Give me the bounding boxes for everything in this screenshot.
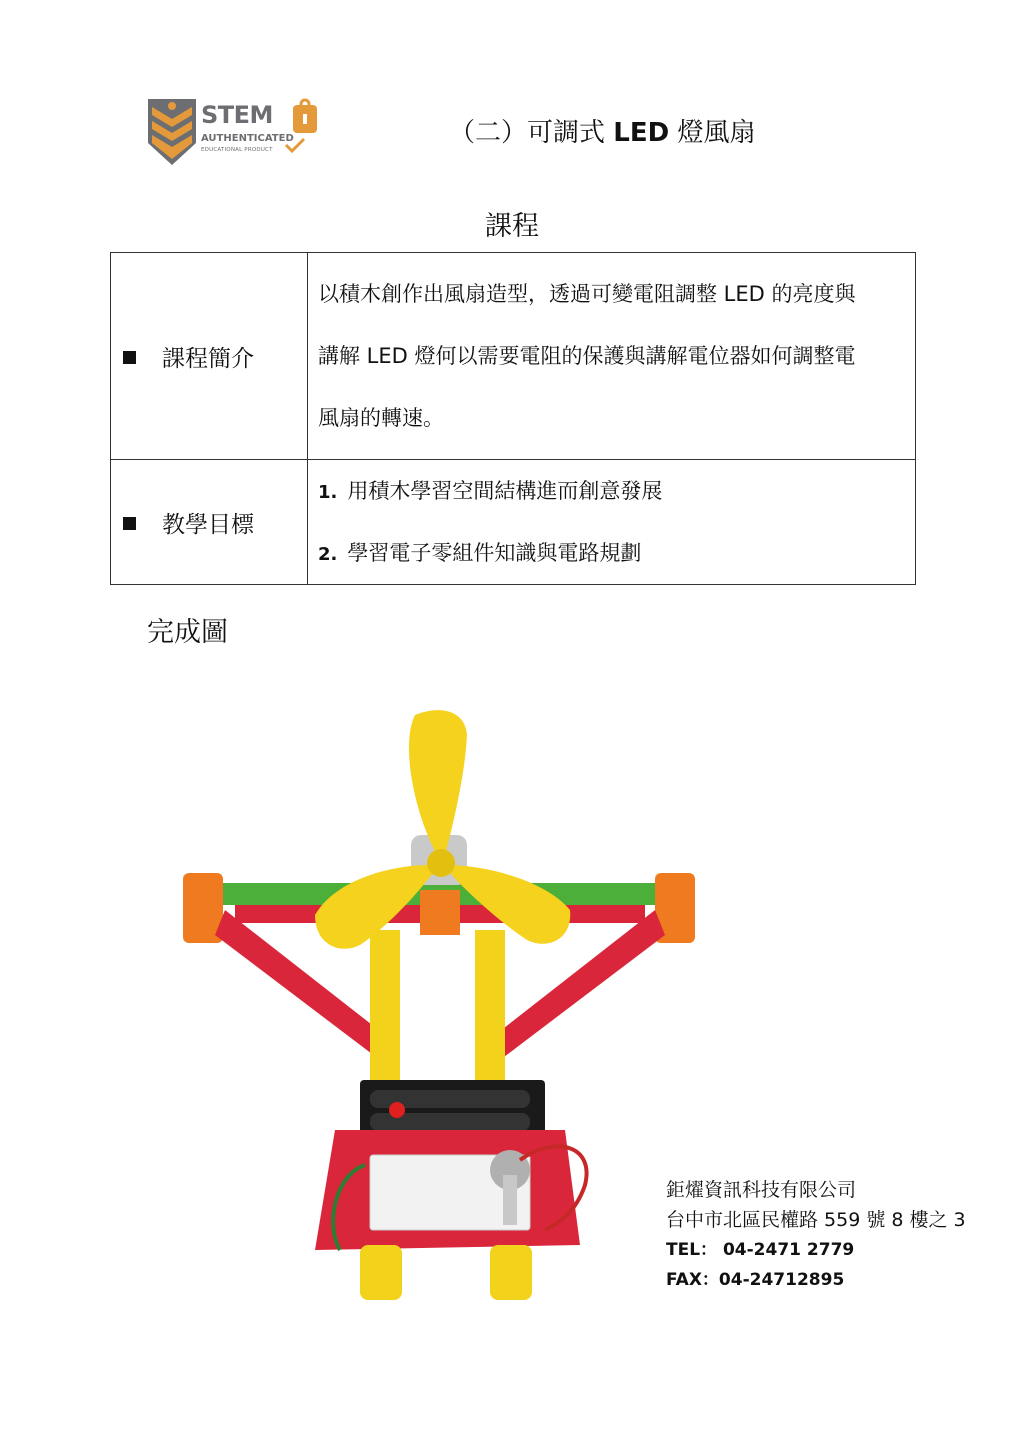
- title-led: LED: [613, 118, 670, 148]
- intro-line-3: 風扇的轉速。: [318, 406, 444, 430]
- goals-content-cell: [308, 460, 916, 585]
- company-info: [666, 1175, 966, 1295]
- intro-line-1: 以積木創作出風扇造型，透過可變電阻調整 LED 的亮度與: [318, 282, 856, 306]
- company-name: 鉅燿資訊科技有限公司: [666, 1179, 857, 1201]
- led-fan-model-photo: [175, 705, 700, 1305]
- intro-line-2: 講解 LED 燈何以需要電阻的保護與講解電位器如何調整電: [318, 344, 856, 368]
- intro-label: 課程簡介: [162, 345, 254, 372]
- goal-number: 2.: [318, 544, 338, 565]
- fan-model-illustration: [175, 705, 700, 1305]
- title-prefix: （二）可調式: [449, 118, 606, 148]
- bullet-square-icon: [123, 517, 136, 530]
- goal-item-2: [318, 522, 905, 584]
- bullet-square-icon: [123, 351, 136, 364]
- company-fax: FAX：04-24712895: [666, 1270, 845, 1290]
- company-address: 台中市北區民權路 559 號 8 樓之 3: [666, 1209, 966, 1231]
- document-title: [449, 112, 755, 149]
- goals-label-cell: [111, 460, 308, 585]
- intro-label-cell: [111, 253, 308, 460]
- course-table: [110, 252, 916, 585]
- company-tel: TEL： 04-2471 2779: [666, 1240, 855, 1260]
- goal-number: 1.: [318, 482, 338, 503]
- course-heading: 課程: [485, 211, 539, 242]
- logo-educational-text: EDUCATIONAL PRODUCT: [201, 147, 273, 153]
- table-row-goals: [111, 460, 916, 585]
- logo-authenticated-text: AUTHENTICATED: [201, 133, 294, 144]
- title-suffix: 燈風扇: [677, 118, 756, 148]
- goal-item-1: [318, 460, 905, 522]
- completion-heading: 完成圖: [147, 617, 228, 648]
- goals-label: 教學目標: [162, 511, 254, 538]
- goal-text: 用積木學習空間結構進而創意發展: [347, 479, 663, 503]
- logo-stem-text: STEM: [201, 101, 273, 129]
- goal-text: 學習電子零組件知識與電路規劃: [347, 541, 642, 565]
- table-row-intro: [111, 253, 916, 460]
- intro-content-cell: [308, 253, 916, 460]
